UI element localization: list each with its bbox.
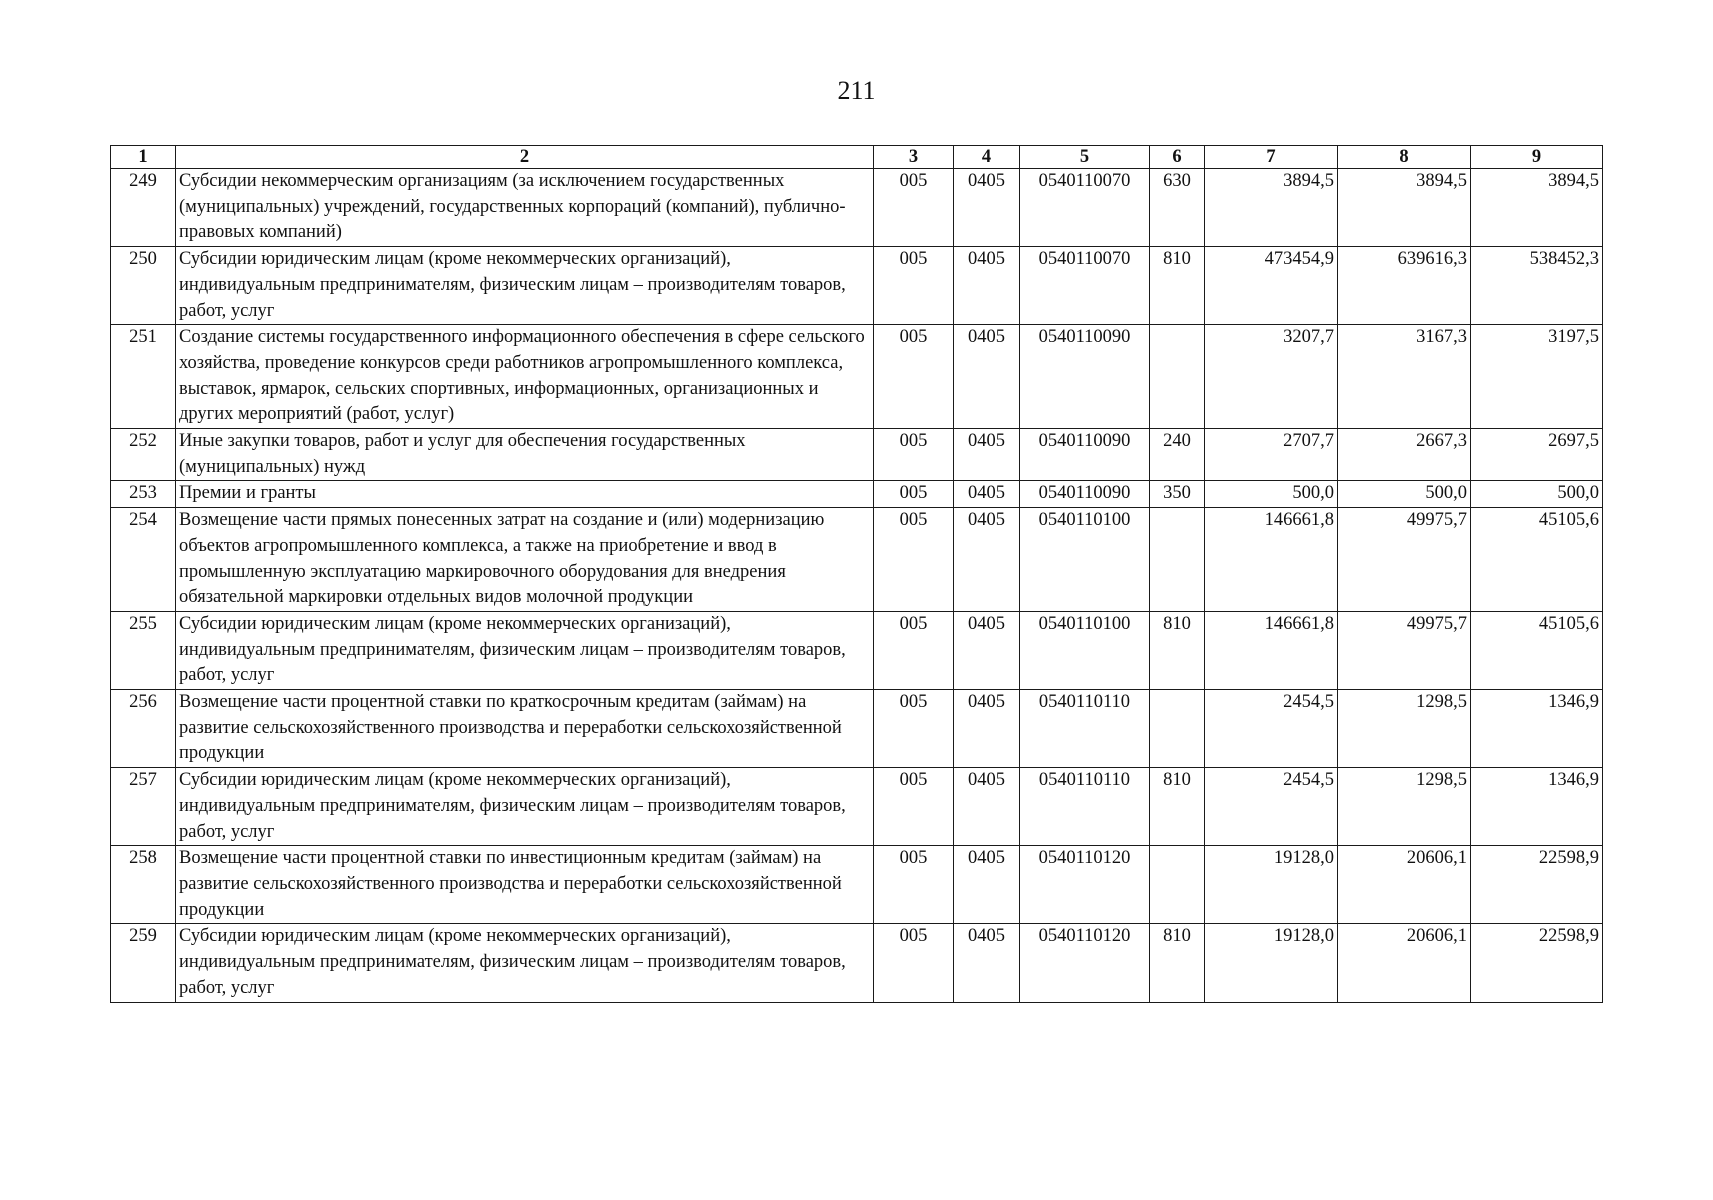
row-amount-col9: 1346,9 bbox=[1471, 690, 1603, 768]
row-amount-col8: 639616,3 bbox=[1338, 247, 1471, 325]
row-amount-col9: 1346,9 bbox=[1471, 768, 1603, 846]
row-amount-col8: 500,0 bbox=[1338, 481, 1471, 508]
row-section-code: 0405 bbox=[954, 169, 1020, 247]
row-section-code: 0405 bbox=[954, 611, 1020, 689]
row-grbs-code: 005 bbox=[874, 611, 954, 689]
row-target-code: 0540110110 bbox=[1020, 768, 1150, 846]
row-target-code: 0540110090 bbox=[1020, 481, 1150, 508]
row-grbs-code: 005 bbox=[874, 481, 954, 508]
row-amount-col9: 538452,3 bbox=[1471, 247, 1603, 325]
row-expense-type: 240 bbox=[1150, 429, 1205, 481]
header-col-2: 2 bbox=[176, 146, 874, 169]
row-expense-type bbox=[1150, 690, 1205, 768]
row-target-code: 0540110070 bbox=[1020, 169, 1150, 247]
row-expense-type: 810 bbox=[1150, 768, 1205, 846]
row-name: Возмещение части процентной ставки по краткосрочным кредитам (займам) на развитие сельскохозяйственного производства и переработки сельскохозяйственной продукции bbox=[176, 690, 874, 768]
row-amount-col7: 2707,7 bbox=[1205, 429, 1338, 481]
row-target-code: 0540110090 bbox=[1020, 429, 1150, 481]
row-section-code: 0405 bbox=[954, 508, 1020, 612]
header-col-6: 6 bbox=[1150, 146, 1205, 169]
row-amount-col8: 1298,5 bbox=[1338, 768, 1471, 846]
row-amount-col8: 49975,7 bbox=[1338, 611, 1471, 689]
row-name: Субсидии юридическим лицам (кроме некоммерческих организаций), индивидуальным предпринимателям, физическим лицам – производителям товаров, работ, услуг bbox=[176, 247, 874, 325]
row-amount-col8: 3167,3 bbox=[1338, 325, 1471, 429]
row-amount-col9: 3197,5 bbox=[1471, 325, 1603, 429]
row-amount-col8: 1298,5 bbox=[1338, 690, 1471, 768]
row-section-code: 0405 bbox=[954, 768, 1020, 846]
header-col-3: 3 bbox=[874, 146, 954, 169]
table-row bbox=[111, 481, 1603, 508]
header-col-7: 7 bbox=[1205, 146, 1338, 169]
row-number: 254 bbox=[111, 508, 176, 612]
row-expense-type: 630 bbox=[1150, 169, 1205, 247]
row-target-code: 0540110070 bbox=[1020, 247, 1150, 325]
row-amount-col7: 2454,5 bbox=[1205, 690, 1338, 768]
table-row bbox=[111, 924, 1603, 1002]
row-amount-col8: 20606,1 bbox=[1338, 924, 1471, 1002]
table-row bbox=[111, 169, 1603, 247]
row-target-code: 0540110120 bbox=[1020, 846, 1150, 924]
row-amount-col9: 45105,6 bbox=[1471, 508, 1603, 612]
row-number: 258 bbox=[111, 846, 176, 924]
row-amount-col7: 3207,7 bbox=[1205, 325, 1338, 429]
page-number: 211 bbox=[837, 76, 876, 105]
row-target-code: 0540110090 bbox=[1020, 325, 1150, 429]
row-name: Премии и гранты bbox=[176, 481, 874, 508]
row-section-code: 0405 bbox=[954, 247, 1020, 325]
table-row bbox=[111, 247, 1603, 325]
row-number: 251 bbox=[111, 325, 176, 429]
budget-table bbox=[110, 145, 1603, 1003]
row-target-code: 0540110100 bbox=[1020, 508, 1150, 612]
row-expense-type bbox=[1150, 508, 1205, 612]
row-name: Субсидии некоммерческим организациям (за исключением государственных (муниципальных) учреждений, государственных корпораций (компаний), публично-правовых компаний) bbox=[176, 169, 874, 247]
row-grbs-code: 005 bbox=[874, 429, 954, 481]
row-name: Возмещение части процентной ставки по инвестиционным кредитам (займам) на развитие сельскохозяйственного производства и переработки сельскохозяйственной продукции bbox=[176, 846, 874, 924]
row-expense-type bbox=[1150, 846, 1205, 924]
row-expense-type: 810 bbox=[1150, 611, 1205, 689]
row-expense-type: 810 bbox=[1150, 247, 1205, 325]
table-row bbox=[111, 611, 1603, 689]
table-row bbox=[111, 508, 1603, 612]
row-number: 259 bbox=[111, 924, 176, 1002]
row-grbs-code: 005 bbox=[874, 247, 954, 325]
row-amount-col8: 49975,7 bbox=[1338, 508, 1471, 612]
row-number: 253 bbox=[111, 481, 176, 508]
row-amount-col8: 20606,1 bbox=[1338, 846, 1471, 924]
row-amount-col9: 3894,5 bbox=[1471, 169, 1603, 247]
header-col-5: 5 bbox=[1020, 146, 1150, 169]
row-amount-col9: 45105,6 bbox=[1471, 611, 1603, 689]
row-number: 250 bbox=[111, 247, 176, 325]
table-row bbox=[111, 690, 1603, 768]
row-amount-col7: 146661,8 bbox=[1205, 508, 1338, 612]
header-col-1: 1 bbox=[111, 146, 176, 169]
row-amount-col7: 19128,0 bbox=[1205, 846, 1338, 924]
row-grbs-code: 005 bbox=[874, 768, 954, 846]
row-section-code: 0405 bbox=[954, 325, 1020, 429]
row-amount-col7: 146661,8 bbox=[1205, 611, 1338, 689]
header-row bbox=[111, 146, 1603, 169]
row-section-code: 0405 bbox=[954, 429, 1020, 481]
row-amount-col7: 500,0 bbox=[1205, 481, 1338, 508]
header-col-8: 8 bbox=[1338, 146, 1471, 169]
row-amount-col8: 2667,3 bbox=[1338, 429, 1471, 481]
row-target-code: 0540110110 bbox=[1020, 690, 1150, 768]
row-grbs-code: 005 bbox=[874, 169, 954, 247]
row-section-code: 0405 bbox=[954, 481, 1020, 508]
row-number: 252 bbox=[111, 429, 176, 481]
row-expense-type: 810 bbox=[1150, 924, 1205, 1002]
row-grbs-code: 005 bbox=[874, 325, 954, 429]
table-row bbox=[111, 846, 1603, 924]
row-section-code: 0405 bbox=[954, 924, 1020, 1002]
table-row bbox=[111, 429, 1603, 481]
header-col-9: 9 bbox=[1471, 146, 1603, 169]
row-amount-col9: 500,0 bbox=[1471, 481, 1603, 508]
row-name: Возмещение части прямых понесенных затрат на создание и (или) модернизацию объектов агропромышленного комплекса, а также на приобретение и ввод в промышленную эксплуатацию маркировочного оборудования для внедрения обязательной маркировки отдельных видов молочной продукции bbox=[176, 508, 874, 612]
row-target-code: 0540110120 bbox=[1020, 924, 1150, 1002]
row-number: 249 bbox=[111, 169, 176, 247]
row-section-code: 0405 bbox=[954, 690, 1020, 768]
row-amount-col8: 3894,5 bbox=[1338, 169, 1471, 247]
row-section-code: 0405 bbox=[954, 846, 1020, 924]
row-grbs-code: 005 bbox=[874, 690, 954, 768]
table-row bbox=[111, 768, 1603, 846]
row-name: Субсидии юридическим лицам (кроме некоммерческих организаций), индивидуальным предпринимателям, физическим лицам – производителям товаров, работ, услуг bbox=[176, 924, 874, 1002]
row-grbs-code: 005 bbox=[874, 846, 954, 924]
row-amount-col9: 22598,9 bbox=[1471, 924, 1603, 1002]
row-expense-type bbox=[1150, 325, 1205, 429]
row-target-code: 0540110100 bbox=[1020, 611, 1150, 689]
row-grbs-code: 005 bbox=[874, 924, 954, 1002]
row-name: Иные закупки товаров, работ и услуг для обеспечения государственных (муниципальных) нужд bbox=[176, 429, 874, 481]
header-col-4: 4 bbox=[954, 146, 1020, 169]
table-row bbox=[111, 325, 1603, 429]
row-grbs-code: 005 bbox=[874, 508, 954, 612]
row-name: Создание системы государственного информационного обеспечения в сфере сельского хозяйства, проведение конкурсов среди работников агропромышленного комплекса, выставок, ярмарок, сельских спортивных, информационных, организационных и других мероприятий (работ, услуг) bbox=[176, 325, 874, 429]
row-amount-col7: 2454,5 bbox=[1205, 768, 1338, 846]
row-amount-col7: 3894,5 bbox=[1205, 169, 1338, 247]
row-number: 257 bbox=[111, 768, 176, 846]
row-expense-type: 350 bbox=[1150, 481, 1205, 508]
row-amount-col7: 473454,9 bbox=[1205, 247, 1338, 325]
row-number: 255 bbox=[111, 611, 176, 689]
row-amount-col7: 19128,0 bbox=[1205, 924, 1338, 1002]
row-name: Субсидии юридическим лицам (кроме некоммерческих организаций), индивидуальным предпринимателям, физическим лицам – производителям товаров, работ, услуг bbox=[176, 611, 874, 689]
row-name: Субсидии юридическим лицам (кроме некоммерческих организаций), индивидуальным предпринимателям, физическим лицам – производителям товаров, работ, услуг bbox=[176, 768, 874, 846]
row-amount-col9: 2697,5 bbox=[1471, 429, 1603, 481]
row-number: 256 bbox=[111, 690, 176, 768]
row-amount-col9: 22598,9 bbox=[1471, 846, 1603, 924]
